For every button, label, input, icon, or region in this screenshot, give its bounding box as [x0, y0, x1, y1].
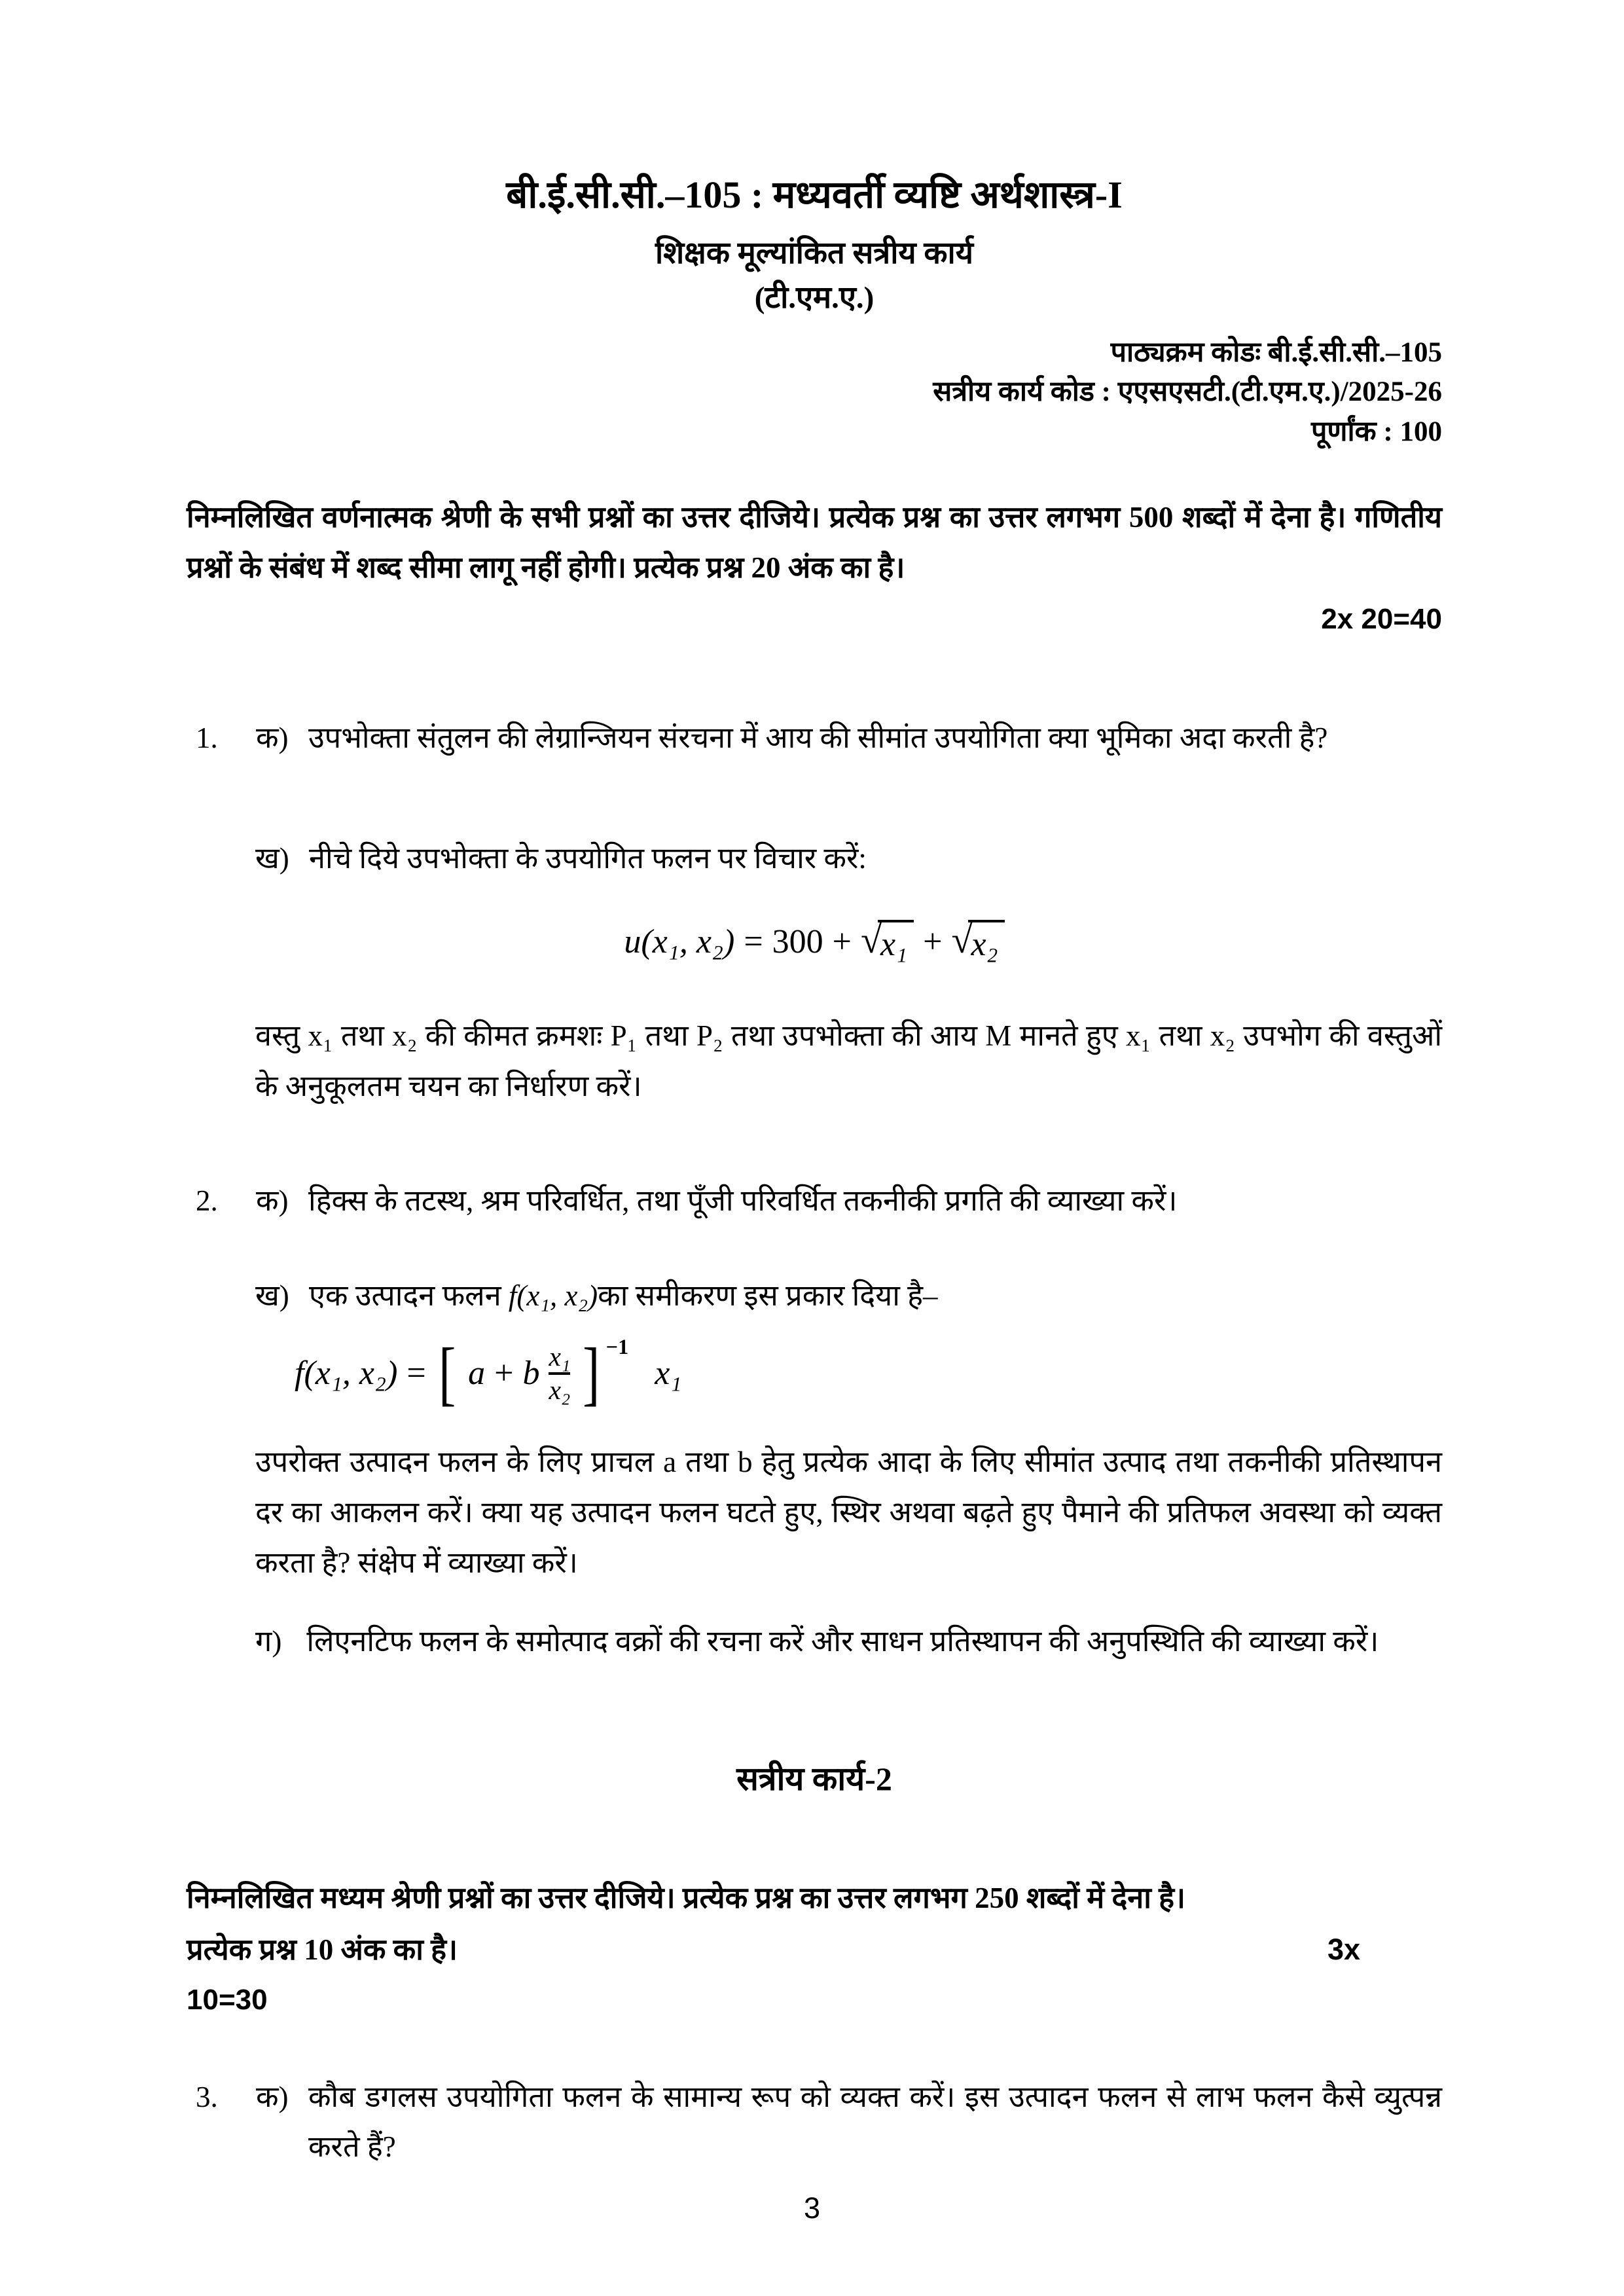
utility-function-formula: [187, 920, 1442, 964]
question-1b-followup: वस्तु x₁ तथा x₂ की कीमत क्रमशः P₁ तथा P₂ तथा उपभोक्ता की आय M मानते हुए x₁ तथा x₂ उपभोग की वस्तुओं के अनुकूलतम चयन का निर्धारण करें।: [255, 1019, 1442, 1103]
assignment2-instructions-line2: प्रत्येक प्रश्न 10 अंक का है।: [187, 1933, 458, 1966]
course-code-line: पाठ्यक्रम कोडः बी.ई.सी.सी.–105: [1110, 337, 1442, 369]
production-function-formula: [295, 1333, 1442, 1413]
assignment1-instructions: निम्नलिखित वर्णनात्मक श्रेणी के सभी प्रश्नों का उत्तर दीजिये। प्रत्येक प्रश्न का उत्तर लगभग 500 शब्दों में देना है। गणितीय प्रश्नों के संबंध में शब्द सीमा लागू नहीं होगी। प्रत्येक प्रश्न 20 अंक का है।: [187, 500, 1442, 585]
left-bracket: [: [438, 1333, 456, 1413]
question-3a-row: [187, 2072, 1442, 2172]
radicand-x1: x₁: [878, 920, 914, 964]
parameter-b: b: [522, 1355, 540, 1393]
inline-function-notation: f(x₁, x₂): [508, 1279, 598, 1312]
trailing-x1: x₁: [655, 1355, 682, 1393]
parameter-a: a: [468, 1355, 486, 1393]
formula-lhs: f(x₁, x₂): [295, 1355, 398, 1393]
question-part-label: क): [256, 721, 289, 754]
question-3a-text: कौब डगलस उपयोगिता फलन के सामान्य रूप को व्यक्त करें। इस उत्पादन फलन से लाभ फलन कैसे व्युत्पन्न करते हैं?: [308, 2080, 1442, 2164]
plus-sign: +: [923, 922, 943, 960]
sqrt-term-x2: [951, 920, 1004, 964]
question-2a-row: [187, 1176, 1442, 1226]
tma-abbreviation: (टी.एम.ए.): [754, 280, 875, 315]
plus-sign: +: [494, 1355, 514, 1393]
course-title: बी.ई.सी.सी.–105 : मध्यवर्ती व्यष्टि अर्थशास्त्र-I: [506, 173, 1123, 216]
assignment-code-line: सत्रीय कार्य कोड : एएसएसटी.(टी.एम.ए.)/2025-26: [933, 376, 1442, 408]
question-part-label: ख): [255, 842, 289, 875]
assignment-type-title: शिक्षक मूल्यांकित सत्रीय कार्य: [655, 236, 973, 270]
assignment1-marks-scheme: 2x 20=40: [1321, 602, 1442, 635]
radicand-x2: x₂: [968, 920, 1004, 964]
radical-sign: √: [951, 918, 973, 961]
formula-lhs: u(x₁, x₂): [624, 922, 735, 960]
equals-sign: =: [406, 1355, 426, 1393]
assignment2-instructions-line1: निम्नलिखित मध्यम श्रेणी प्रश्नों का उत्तर दीजिये। प्रत्येक प्रश्न का उत्तर लगभग 250 शब्दों में देना है।: [187, 1882, 1186, 1915]
fraction-x1-over-x2: [549, 1341, 570, 1405]
right-bracket: ]: [583, 1333, 600, 1413]
question-part-label: क): [256, 2080, 289, 2113]
question-1a-row: [187, 713, 1442, 763]
question-number: 1.: [196, 721, 218, 754]
max-marks-line: पूर्णांक : 100: [1311, 416, 1442, 447]
equals-sign: =: [744, 922, 763, 960]
sqrt-term-x1: [861, 920, 914, 964]
question-part-label: ग): [255, 1624, 282, 1658]
assignment2-marks-total: 10=30: [187, 1983, 268, 2016]
fraction-denominator: x₂: [549, 1372, 570, 1406]
question-2c-text: लिएनटिफ फलन के समोत्पाद वक्रों की रचना करें और साधन प्रतिस्थापन की अनुपस्थिति की व्याख्या करें।: [306, 1624, 1379, 1658]
question-2b-followup: उपरोक्त उत्पादन फलन के लिए प्राचल a तथा b हेतु प्रत्येक आदा के लिए सीमांत उत्पाद तथा तकनीकी प्रतिस्थापन दर का आकलन करें। क्या यह उत्पादन फलन घटते हुए, स्थिर अथवा बढ़ते हुए पैमाने की प्रतिफल अवस्था को व्यक्त करता है? संक्षेप में व्याख्या करें।: [255, 1445, 1442, 1580]
constant-term: 300: [772, 922, 823, 960]
radical-sign: √: [861, 918, 882, 961]
question-2b-text-post: का समीकरण इस प्रकार दिया है–: [598, 1279, 938, 1312]
question-2b-row: [255, 1271, 1442, 1321]
question-part-label: ख): [255, 1279, 289, 1312]
question-1b-row: [255, 833, 1442, 884]
question-number: 3.: [196, 2080, 218, 2113]
question-2b-text: [309, 1271, 1442, 1321]
question-2c-row: [255, 1616, 1442, 1667]
assignment2-marks-multiplier: 3x: [1327, 1932, 1360, 1966]
question-2a-text: हिक्स के तटस्थ, श्रम परिवर्धित, तथा पूँजी परिवर्धित तकनीकी प्रगति की व्याख्या करें।: [308, 1184, 1178, 1218]
page-number: 3: [803, 2191, 821, 2225]
question-1b-text: नीचे दिये उपभोक्ता के उपयोगित फलन पर विचार करें:: [309, 842, 867, 875]
fraction-numerator: x₁: [549, 1341, 571, 1372]
page-content: [187, 0, 1442, 2172]
question-1a-text: उपभोक्ता संतुलन की लेग्रान्जियन संरचना में आय की सीमांत उपयोगिता क्या भूमिका अदा करती है?: [308, 721, 1328, 754]
assignment2-instructions-line2-row: [187, 1924, 1442, 1975]
question-2b-text-pre: एक उत्पादन फलन: [309, 1279, 509, 1312]
code-block: [187, 333, 1442, 452]
assignment2-heading: सत्रीय कार्य-2: [736, 1760, 892, 1798]
question-part-label: क): [256, 1184, 289, 1218]
question-number: 2.: [196, 1184, 218, 1218]
exponent-minus-one: −1: [605, 1335, 629, 1359]
plus-sign: +: [832, 922, 852, 960]
